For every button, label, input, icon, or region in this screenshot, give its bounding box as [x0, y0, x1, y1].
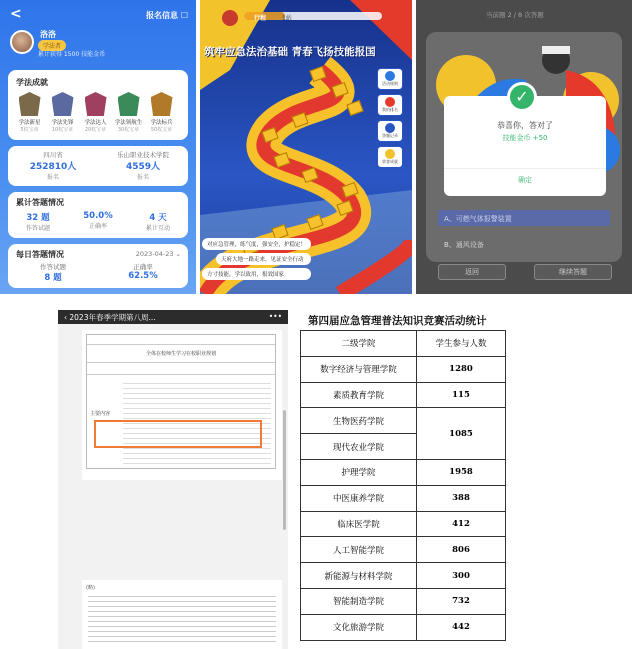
slogan-banner: 天府大地一路走来，见证安全行动 [216, 253, 311, 265]
user-name: 洛洛 [40, 30, 56, 39]
journey-tag: 行程 [254, 15, 267, 22]
continue-button[interactable]: 继续答题 [534, 264, 612, 280]
doc-row-1: 全体在校师生学习在校职业规划 [87, 345, 275, 363]
answer-result-panel [416, 0, 632, 294]
participant-count: 732 [417, 588, 506, 614]
college-name: 智能制造学院 [301, 588, 417, 614]
region-sub: 报名 [46, 174, 59, 181]
shield-icon [85, 92, 107, 116]
stat-label: 作答试题 [25, 225, 50, 232]
statistics-panel [296, 310, 632, 649]
college-name: 护理学院 [301, 459, 417, 485]
stat-value: 32 题 [26, 213, 50, 223]
registration-info-label: 报名信息 [146, 11, 179, 20]
participant-count: 1085 [417, 408, 506, 460]
college-name: 新能源与材料学院 [301, 563, 417, 589]
shield-icon [52, 92, 74, 116]
option-b[interactable]: B、通风设备 [444, 241, 484, 249]
doc-table [86, 334, 276, 469]
college-name: 临床医学院 [301, 511, 417, 537]
badge-sub: 50枚宝章 [150, 127, 173, 133]
cumulative-stat [128, 211, 188, 232]
stats-title: 第四届应急管理普法知识竞赛活动统计 [308, 315, 487, 327]
achievement-badge[interactable] [112, 92, 145, 133]
chevron-down-icon: ⌄ [175, 250, 181, 258]
date-selector[interactable] [136, 250, 181, 258]
participant-count: 442 [417, 614, 506, 640]
participant-count: 1280 [417, 356, 506, 382]
stat-value: 8 题 [44, 273, 62, 283]
station-tag: 1站 [282, 15, 292, 22]
side-menu-item[interactable] [377, 94, 403, 116]
region-label: 四川省 [43, 151, 63, 159]
table-row [301, 485, 506, 511]
badge-sub: 10枚宝章 [51, 127, 74, 133]
menu-icon [385, 71, 395, 81]
participant-count: 300 [417, 563, 506, 589]
region-value: 4559人 [125, 162, 161, 172]
back-button[interactable]: 返回 [438, 264, 506, 280]
col-header-count: 学生参与人数 [417, 331, 506, 357]
slogan-banner: 方寸技能，学以致用，报效国家 [202, 268, 311, 280]
shield-icon [151, 92, 173, 116]
achievement-badge[interactable] [46, 92, 79, 133]
college-name: 现代农业学院 [301, 434, 417, 460]
registration-stat [8, 146, 98, 186]
side-menu-label: 活动规则 [382, 81, 398, 86]
participant-count: 1958 [417, 459, 506, 485]
table-row [301, 614, 506, 640]
level-badge: 学法者 [38, 40, 66, 51]
region-sub: 报名 [136, 174, 149, 181]
college-name: 文化旅游学院 [301, 614, 417, 640]
doc-header: ‹ 2023年春季学期第八周... ••• [58, 310, 288, 324]
coins-earned: 累计获得 1500 技能金币 [38, 51, 106, 58]
reward-text: 技能金币 +50 [502, 134, 548, 142]
table-row [301, 382, 506, 408]
participant-count: 412 [417, 511, 506, 537]
stat-label: 正确率 [133, 263, 153, 271]
col-header-college: 二级学院 [301, 331, 417, 357]
badge-name: 学法标兵 [150, 120, 173, 126]
shield-icon [19, 92, 41, 116]
doc-content-label: 主要内容 [90, 411, 111, 417]
highlight-box [94, 420, 262, 448]
cumulative-stat [8, 211, 68, 232]
stat-value: 62.5% [128, 271, 158, 281]
back-button[interactable]: < [10, 6, 22, 22]
achievement-badge[interactable] [79, 92, 112, 133]
college-name: 素质教育学院 [301, 382, 417, 408]
badge-sub: 5枚宝章 [20, 127, 39, 133]
daily-title: 每日答题情况 [16, 250, 64, 259]
side-menu-item[interactable] [377, 146, 403, 168]
document-screenshot [58, 310, 288, 649]
registration-stat [98, 146, 188, 186]
achievement-badge[interactable] [13, 92, 46, 133]
doc-title: 2023年春季学期第八周... [69, 313, 156, 322]
menu-icon [385, 149, 395, 159]
option-a[interactable]: A、可燃气体报警装置 [438, 210, 610, 226]
table-row [301, 588, 506, 614]
achievement-card [8, 70, 188, 140]
doc-page-1 [82, 330, 282, 480]
registration-card [8, 146, 188, 186]
table-row [301, 408, 506, 434]
stats-table [300, 330, 506, 641]
daily-stat [98, 262, 188, 283]
participant-count: 806 [417, 537, 506, 563]
doc-page-2 [82, 580, 282, 649]
shield-icon [118, 92, 140, 116]
badge-row [13, 92, 178, 133]
cumulative-title: 累计答题情况 [16, 198, 64, 207]
daily-card [8, 244, 188, 288]
avatar [10, 30, 34, 54]
stat-label: 累计互动 [145, 225, 170, 232]
badge-sub: 30枚宝章 [117, 127, 140, 133]
headline: 筑牢应急法治基础 青春飞扬技能报国 [204, 46, 376, 58]
stat-label: 作答试题 [40, 263, 66, 271]
daily-stat [8, 262, 98, 283]
table-row [301, 563, 506, 589]
menu-icon [385, 97, 395, 107]
table-row [301, 459, 506, 485]
side-menu-label: 答题记录 [382, 133, 398, 138]
side-menu-label: 我的排名 [382, 107, 398, 112]
quiz-map-panel [200, 0, 412, 294]
college-name: 数字经济与管理学院 [301, 356, 417, 382]
participant-count: 388 [417, 485, 506, 511]
badge-name: 学法新星 [18, 120, 41, 126]
congrats-text: 恭喜你，答对了 [497, 121, 553, 130]
college-name: 中医康养学院 [301, 485, 417, 511]
stat-value: 4 天 [149, 213, 167, 223]
badge-name: 学法领航生 [114, 120, 143, 126]
participant-count: 115 [417, 382, 506, 408]
stat-value: 50.0% [83, 211, 113, 221]
banner-list [202, 238, 311, 283]
table-row [301, 537, 506, 563]
side-menu-label: 荣誉成就 [382, 159, 398, 164]
achievement-badge[interactable] [145, 92, 178, 133]
region-label: 乐山职业技术学院 [117, 151, 169, 159]
badge-name: 学法先锋 [51, 120, 74, 126]
profile-panel [0, 0, 196, 294]
check-icon: ✓ [507, 82, 537, 112]
question-counter: 当前题 2 / 8 次答题 [486, 11, 544, 19]
college-name: 生物医药学院 [301, 408, 417, 434]
rooster-logo [220, 8, 240, 28]
achievement-title: 学法成就 [16, 78, 48, 87]
scrollbar[interactable] [283, 410, 286, 530]
college-name: 人工智能学院 [301, 537, 417, 563]
daily-date: 2023-04-23 [135, 250, 174, 258]
registration-info-link[interactable]: 报名信息 ☐ [146, 11, 188, 20]
confirm-button[interactable]: 确定 [444, 168, 606, 190]
cumulative-stat [68, 211, 128, 232]
side-icons [377, 68, 403, 172]
cumulative-card [8, 192, 188, 238]
side-menu-item[interactable] [377, 120, 403, 142]
table-row [301, 511, 506, 537]
table-row [301, 356, 506, 382]
badge-name: 学法达人 [84, 120, 107, 126]
menu-icon [385, 123, 395, 133]
side-menu-item[interactable] [377, 68, 403, 90]
stat-label: 正确率 [88, 223, 107, 230]
doc-note: (略) [86, 585, 95, 591]
badge-sub: 20枚宝章 [84, 127, 107, 133]
region-value: 252810人 [29, 162, 77, 172]
slogan-banner: 对应急管理，练气度，强安全，护稳定！ [202, 238, 311, 250]
